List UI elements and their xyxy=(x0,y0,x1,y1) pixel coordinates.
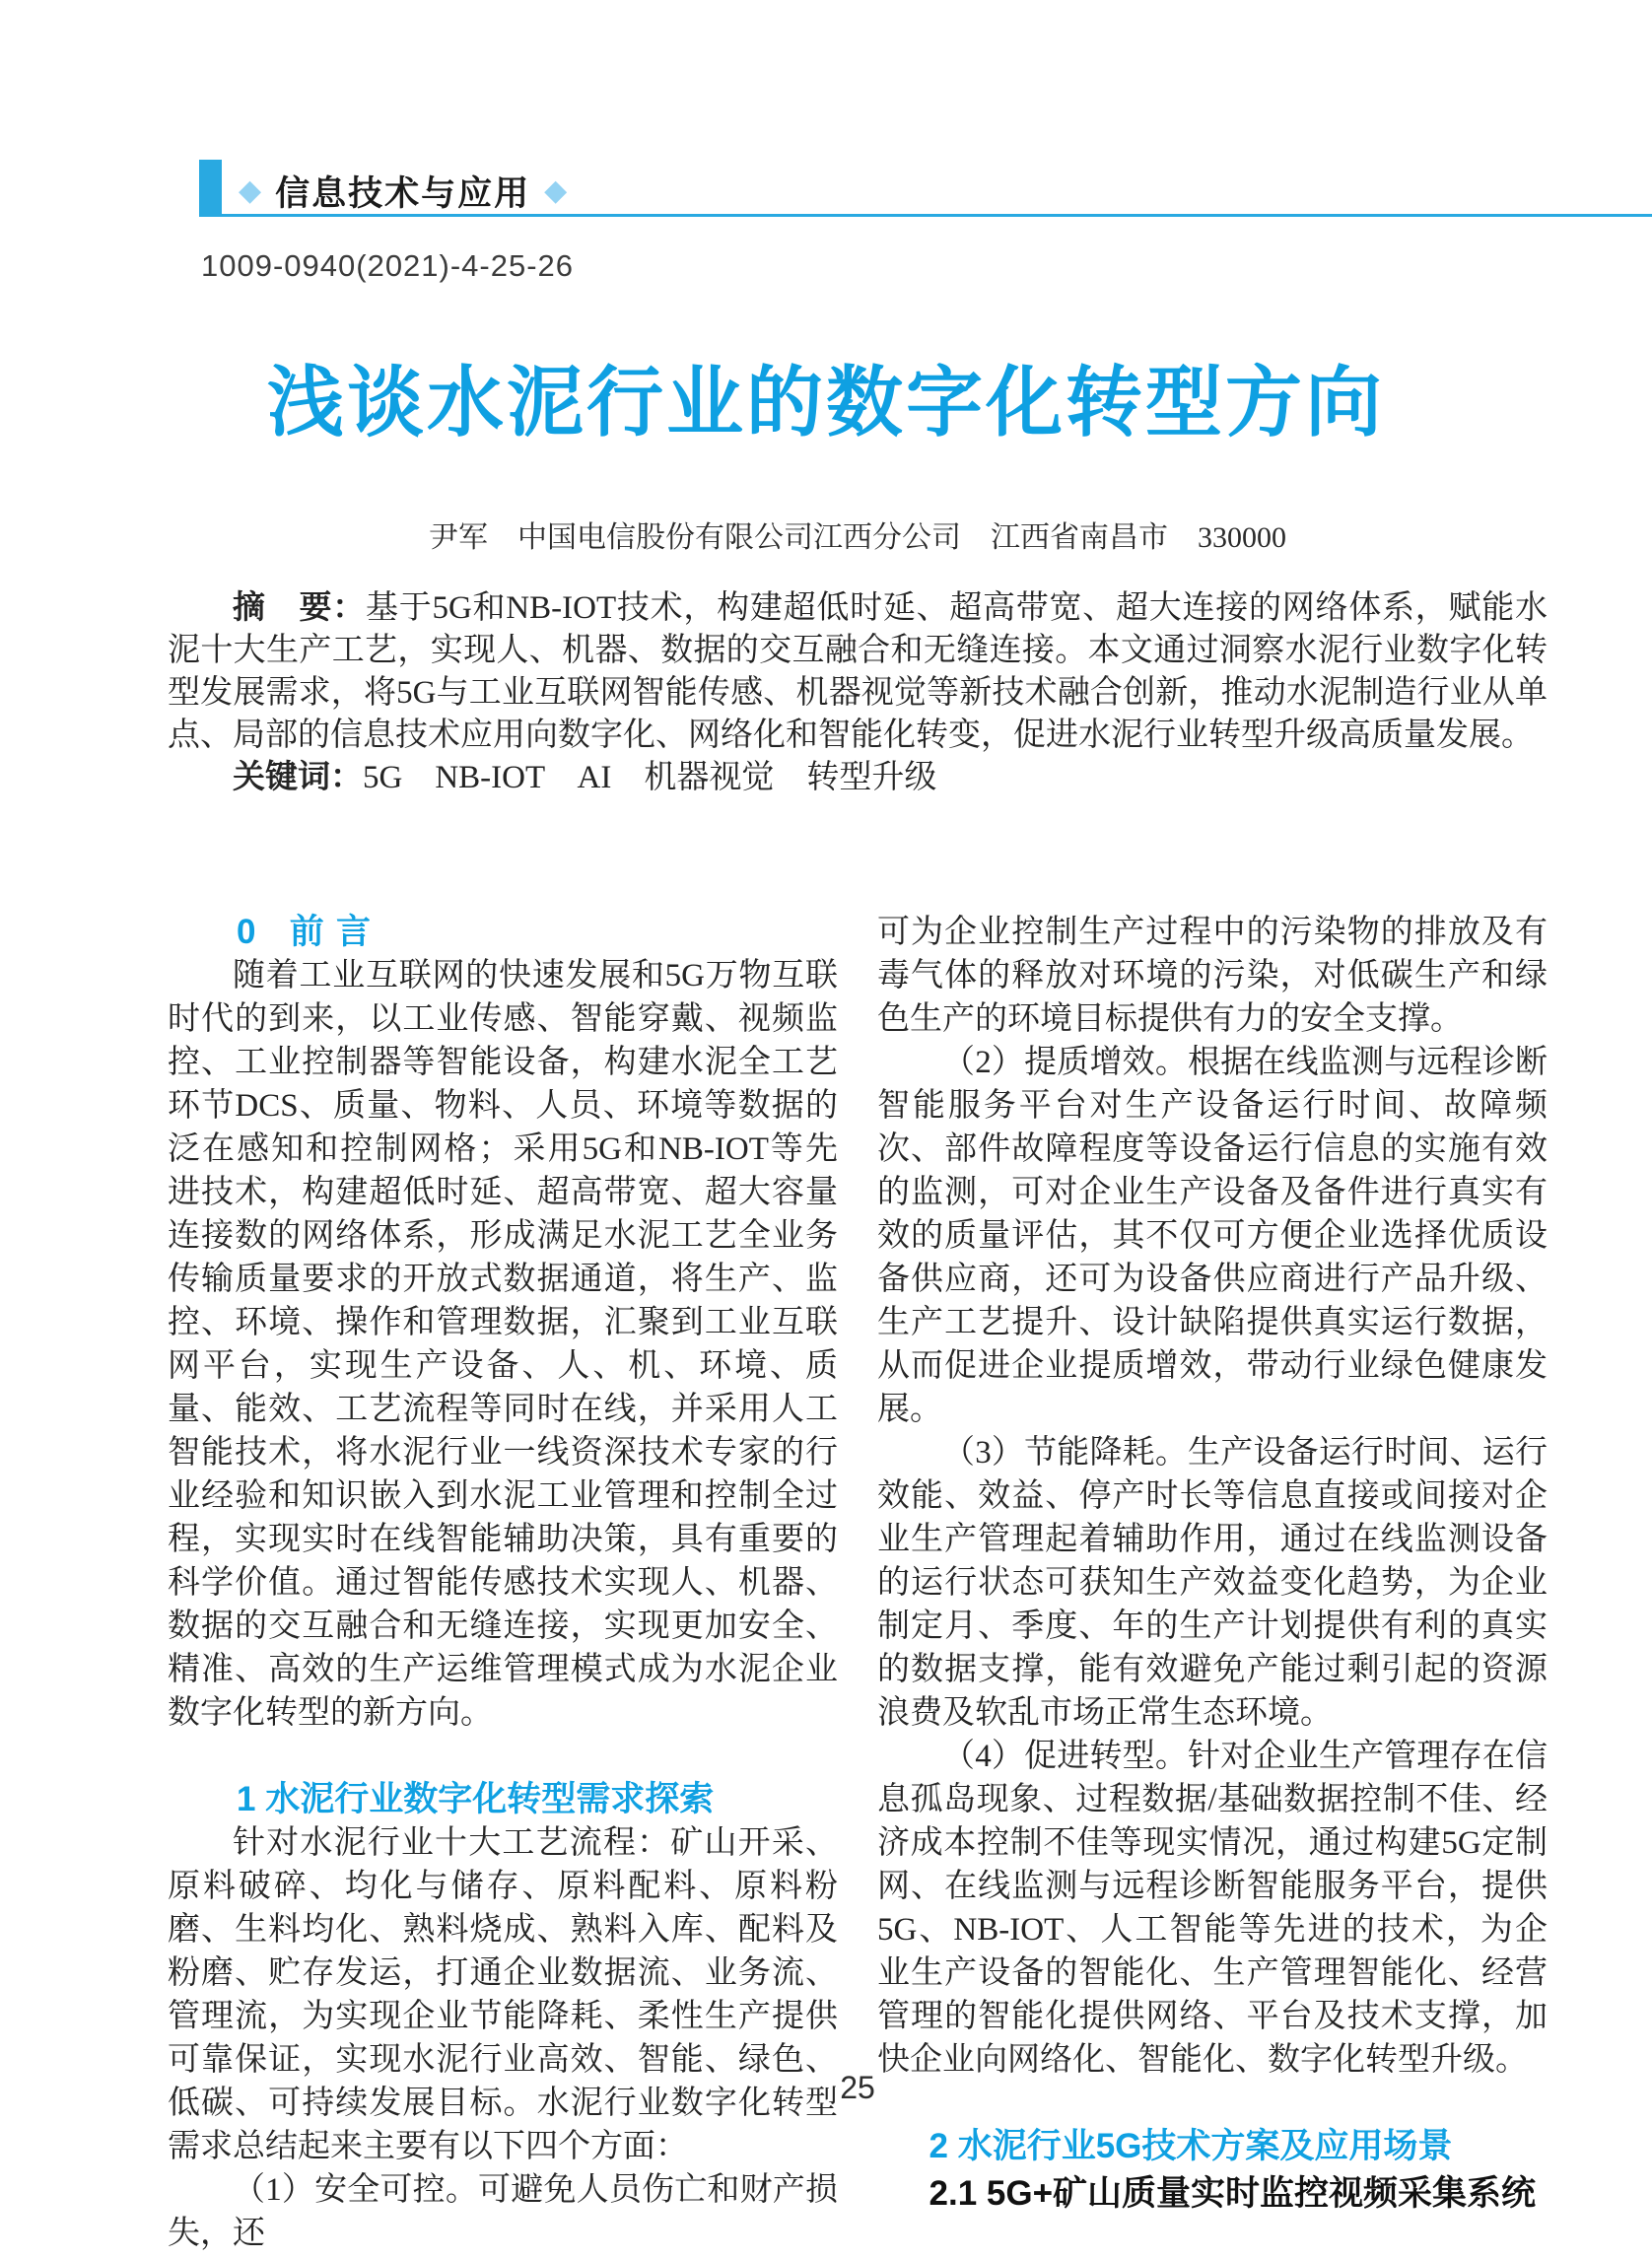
abstract-label: 摘 要： xyxy=(233,590,366,626)
article-title: 浅谈水泥行业的数字化转型方向 xyxy=(266,359,1385,445)
diamond-icon: ◆ xyxy=(544,173,568,208)
section-heading-2-1: 2.1 5G+矿山质量实时监控视频采集系统 xyxy=(929,2174,1537,2213)
page-number: 25 xyxy=(840,2070,875,2105)
paragraph-item-1-continued: 可为企业控制生产过程中的污染物的排放及有毒气体的释放对环境的污染，对低碳生产和绿色生产的环境目标提供有力的安全支撑。 xyxy=(877,915,1548,1037)
paragraph-intro: 随着工业互联网的快速发展和5G万物互联时代的到来，以工业传感、智能穿戴、视频监控、工业控制器等智能设备，构建水泥全工艺环节DCS、质量、物料、人员、环境等数据的泛在感知和控制网格；采用5G和NB-IOT等先进技术，构建超低时延、超高带宽、超大容量连接数的网络体系，形成满足水泥工艺全业务传输质量要求的开放式数据通道，将生产、监控、环境、操作和管理数据，汇聚到工业互联网平台，实现生产设备、人、机、环境、质量、能效、工艺流程等同时在线，并采用人工智能技术，将水泥行业一线资深技术专家的行业经验和知识嵌入到水泥工业管理和控制全过程，实现实时在线智能辅助决策，具有重要的科学价值。通过智能传感技术实现人、机器、数据的交互融合和无缝连接，实现更加安全、精准、高效的生产运维管理模式成为水泥企业数字化转型的新方向。 xyxy=(168,958,838,1731)
article-byline: 尹军 中国电信股份有限公司江西分公司 江西省南昌市 330000 xyxy=(429,521,1286,554)
left-column xyxy=(168,911,838,2255)
diamond-icon: ◆ xyxy=(239,173,262,208)
paragraph-process-flow: 针对水泥行业十大工艺流程：矿山开采、原料破碎、均化与储存、原料配料、原料粉磨、生料均化、熟料烧成、熟料入库、配料及粉磨、贮存发运，打通企业数据流、业务流、管理流，为实现企业节能降耗、柔性生产提供可靠保证，实现水泥行业高效、智能、绿色、低碳、可持续发展目标。水泥行业数字化转型需求总结起来主要有以下四个方面： xyxy=(168,1825,838,2164)
header-rule xyxy=(199,214,1652,217)
abstract-block xyxy=(168,587,1548,799)
abstract-paragraph xyxy=(168,587,1548,757)
keywords-text: 5G NB-IOT AI 机器视觉 转型升级 xyxy=(363,760,937,795)
two-column-body xyxy=(168,911,1548,2255)
section-heading-0: 0 前言 xyxy=(237,913,383,951)
section-header-label: 信息技术与应用 xyxy=(275,174,531,213)
article-number: 1009-0940(2021)-4-25-26 xyxy=(201,248,575,283)
paragraph-item-1: （1）安全可控。可避免人员伤亡和财产损失，还 xyxy=(168,2172,838,2251)
header-accent-bar xyxy=(199,160,222,217)
paragraph-item-3: （3）节能降耗。生产设备运行时间、运行效能、效益、停产时长等信息直接或间接对企业生产管理起着辅助作用，通过在线监测设备的运行状态可获知生产效益变化趋势，为企业制定月、季度、年的生产计划提供有利的真实的数据支撑，能有效避免产能过剩引起的资源浪费及软乱市场正常生态环境。 xyxy=(877,1435,1548,1731)
section-heading-2: 2 水泥行业5G技术方案及应用场景 xyxy=(929,2127,1453,2165)
abstract-text: 基于5G和NB-IOT技术，构建超低时延、超高带宽、超大连接的网络体系，赋能水泥十大生产工艺，实现人、机器、数据的交互融合和无缝连接。本文通过洞察水泥行业数字化转型发展需求，将5G与工业互联网智能传感、机器视觉等新技术融合创新，推动水泥制造行业从单点、局部的信息技术应用向数字化、网络化和智能化转变，促进水泥行业转型升级高质量发展。 xyxy=(168,590,1548,753)
paragraph-item-2: （2）提质增效。根据在线监测与远程诊断智能服务平台对生产设备运行时间、故障频次、部件故障程度等设备运行信息的实施有效的监测，可对企业生产设备及备件进行真实有效的质量评估，其不仅可方便企业选择优质设备供应商，还可为设备供应商进行产品升级、生产工艺提升、设计缺陷提供真实运行数据，从而促进企业提质增效，带动行业绿色健康发展。 xyxy=(877,1045,1548,1427)
keywords-line xyxy=(168,757,1548,799)
keywords-label: 关键词： xyxy=(233,760,363,795)
section-heading-1: 1 水泥行业数字化转型需求探索 xyxy=(237,1780,715,1818)
right-column xyxy=(877,911,1548,2255)
paragraph-item-4: （4）促进转型。针对企业生产管理存在信息孤岛现象、过程数据/基础数据控制不佳、经济成本控制不佳等现实情况，通过构建5G定制网、在线监测与远程诊断智能服务平台，提供5G、NB-IOT、人工智能等先进的技术，为企业生产设备的智能化、生产管理智能化、经营管理的智能化提供网络、平台及技术支撑，加快企业向网络化、智能化、数字化转型升级。 xyxy=(877,1739,1548,2078)
running-head xyxy=(239,166,567,217)
